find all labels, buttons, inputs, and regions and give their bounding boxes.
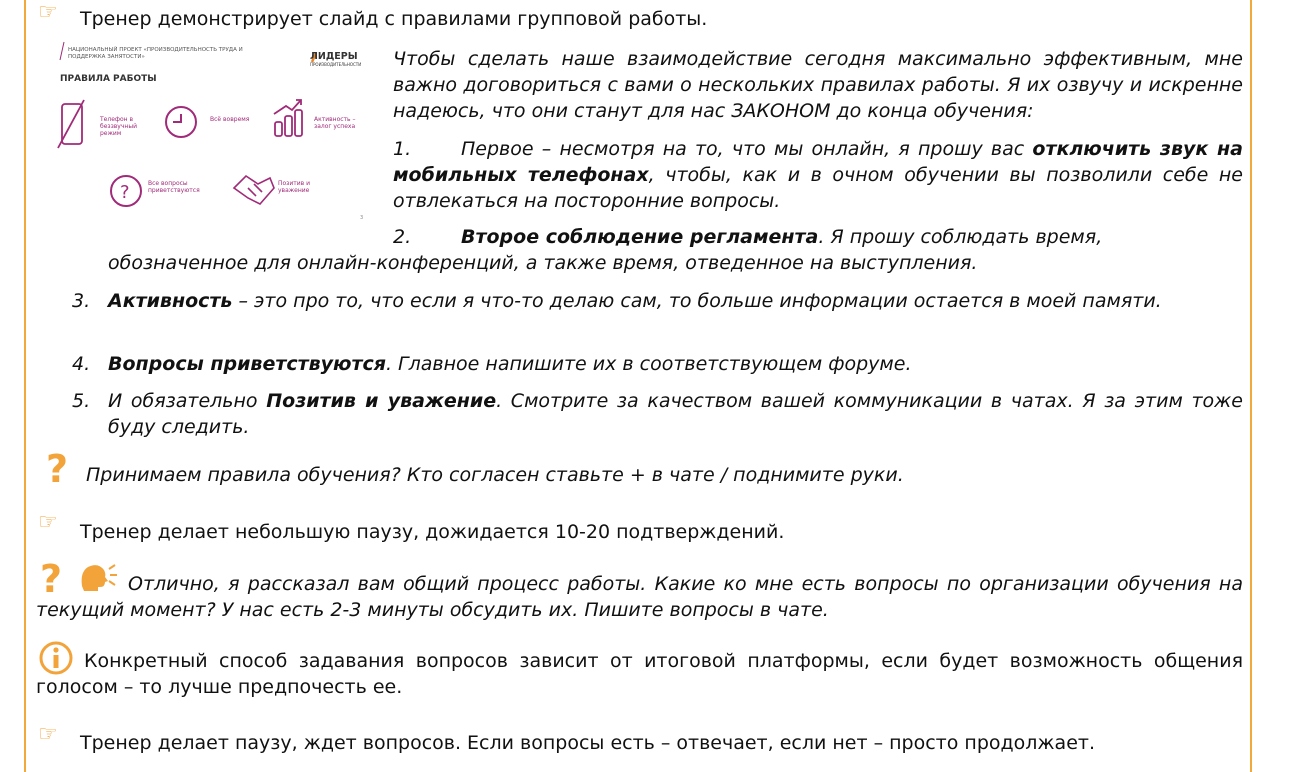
- slide-title: ПРАВИЛА РАБОТЫ: [60, 74, 157, 84]
- rule-item-1: 1. Первое – несмотря на то, что мы онлайн, я прошу вас отключить звук на мобильных телефонах, чтобы, как и в очном обучении вы позволили себе не отвлекаться на посторонние вопросы.: [393, 138, 1243, 212]
- slide-logo: ЛИДЕРЫ ПРОИЗВОДИТЕЛЬНОСТИ: [310, 51, 362, 67]
- slide-rule-questions: Все вопросы приветствуются: [148, 180, 200, 194]
- rules-slide-image: [48, 38, 370, 228]
- question-accept-rules: Принимаем правила обучения? Кто согласен ставьте + в чате / поднимите руки.: [86, 464, 904, 486]
- slide-page-number: 3: [360, 215, 364, 221]
- rule-item-2: 2. Второе соблюдение регламента. Я прошу соблюдать время, обозначенное для онлайн-конференций, а также время, отведенное на выступления.: [108, 226, 1103, 274]
- pointing-hand-icon: ☞: [38, 0, 58, 25]
- rule-item-3-number: 3.: [72, 290, 91, 312]
- question-organization: Отлично, я рассказал вам общий процесс работы. Какие ко мне есть вопросы по организации обучения на текущий момент? У нас есть 2-3 минуты обсудить их. Пишите вопросы в чате.: [36, 573, 1243, 621]
- info-note: Конкретный способ задавания вопросов зависит от итоговой платформы, если будет возможность общения голосом – то лучше предпочесть ее.: [36, 650, 1243, 698]
- handshake-icon: [234, 176, 274, 204]
- question-icon: ?: [46, 447, 69, 491]
- slide-rule-time: Всё вовремя: [210, 116, 250, 123]
- slide-rule-respect: Позитив и уважение: [278, 180, 311, 194]
- intro-paragraph: Чтобы сделать наше взаимодействие сегодня максимально эффективным, мне важно договориться с вами о нескольких правилах работы. Я их озвучу и искренне надеюсь, что они станут для нас ЗАКОНОМ до конца обучения:: [393, 48, 1243, 122]
- slide-rule-phone: Телефон в беззвучный режим: [100, 116, 137, 137]
- trainer-note-pause: Тренер делает небольшую паузу, дожидается 10-20 подтверждений.: [80, 521, 785, 543]
- rule-item-5: И обязательно Позитив и уважение. Смотрите за качеством вашей коммуникации в чатах. Я за этим тоже буду следить.: [108, 390, 1243, 438]
- rule-item-3: Активность – это про то, что если я что-то делаю сам, то больше информации остается в моей памяти.: [108, 290, 1162, 312]
- svg-text:?: ?: [120, 182, 130, 203]
- slide-rule-activity: Активность – залог успеха: [314, 116, 356, 130]
- pointing-hand-icon: ☞: [38, 722, 58, 747]
- phone-icon: [58, 100, 84, 148]
- clock-icon: [166, 107, 196, 137]
- slide-project-name: НАЦИОНАЛЬНЫЙ ПРОЕКТ «ПРОИЗВОДИТЕЛЬНОСТЬ ТРУДА И ПОДДЕРЖКА ЗАНЯТОСТИ»: [68, 47, 243, 60]
- question-icon: ?: [40, 557, 63, 601]
- rule-item-5-number: 5.: [72, 390, 91, 412]
- trainer-note-questions: Тренер делает паузу, ждет вопросов. Если вопросы есть – отвечает, если нет – просто продолжает.: [80, 732, 1095, 754]
- rule-item-4: Вопросы приветствуются. Главное напишите их в соответствующем форуме.: [108, 353, 912, 375]
- trainer-note-slide: Тренер демонстрирует слайд с правилами групповой работы.: [80, 8, 708, 30]
- rule-item-4-number: 4.: [72, 353, 91, 375]
- pointing-hand-icon: ☞: [38, 510, 58, 535]
- growth-chart-icon: [274, 100, 302, 136]
